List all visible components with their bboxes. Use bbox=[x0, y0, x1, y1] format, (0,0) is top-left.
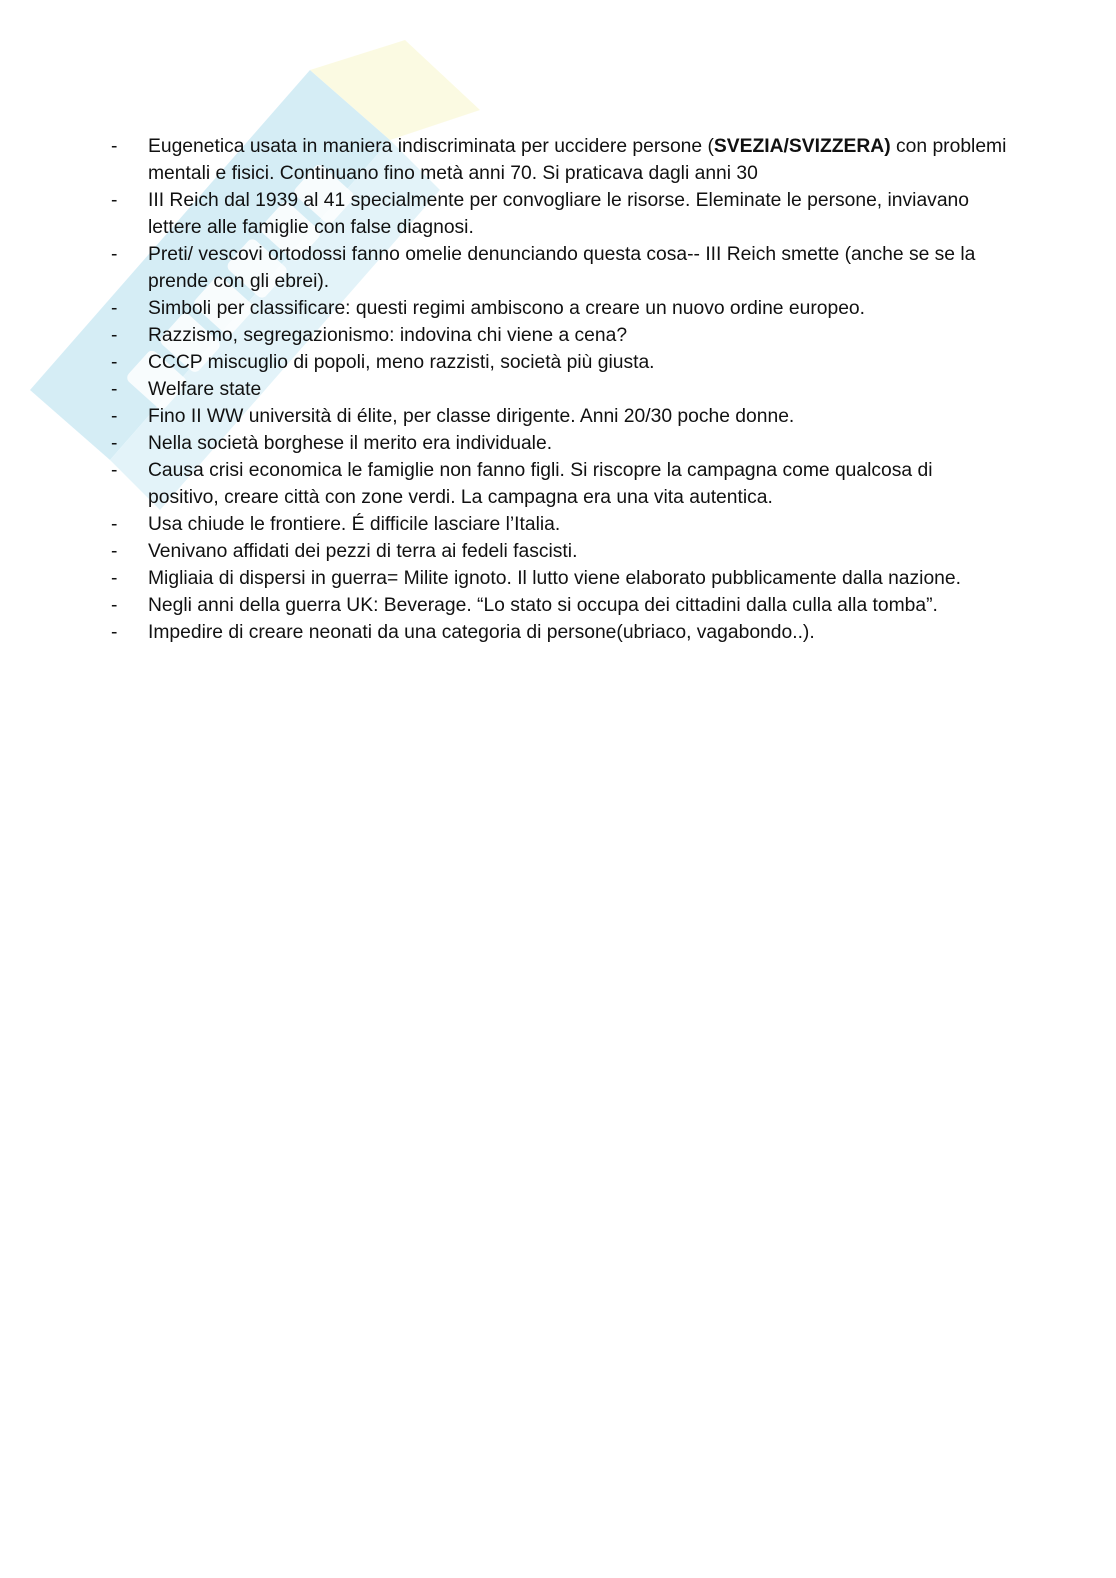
note-text: CCCP miscuglio di popoli, meno razzisti, società più giusta. bbox=[148, 352, 655, 373]
bullet-dash: - bbox=[111, 379, 118, 400]
note-text: Preti/ vescovi ortodossi fanno omelie denunciando questa cosa-- III Reich smette (anche se se la prende con gli ebrei). bbox=[148, 244, 976, 292]
note-text: Negli anni della guerra UK: Beverage. “Lo stato si occupa dei cittadini dalla culla alla tomba”. bbox=[148, 595, 938, 616]
bullet-dash: - bbox=[111, 460, 118, 481]
list-item bbox=[108, 457, 1008, 511]
bullet-dash: - bbox=[111, 136, 118, 157]
list-item bbox=[108, 322, 1008, 349]
note-text: Nella società borghese il merito era individuale. bbox=[148, 433, 553, 454]
notes-list bbox=[108, 133, 1008, 646]
bullet-dash: - bbox=[111, 514, 118, 535]
note-text-bold: SVEZIA/SVIZZERA) bbox=[713, 136, 891, 157]
note-text: Venivano affidati dei pezzi di terra ai fedeli fascisti. bbox=[148, 541, 578, 562]
list-item bbox=[108, 133, 1008, 187]
note-text: III Reich dal 1939 al 41 specialmente per convogliare le risorse. Eleminate le persone, inviavano lettere alle famiglie con false diagnosi. bbox=[148, 190, 969, 238]
list-item bbox=[108, 538, 1008, 565]
list-item bbox=[108, 619, 1008, 646]
list-item bbox=[108, 403, 1008, 430]
bullet-dash: - bbox=[111, 244, 118, 265]
list-item bbox=[108, 511, 1008, 538]
note-text: Impedire di creare neonati da una categoria di persone(ubriaco, vagabondo..). bbox=[148, 622, 815, 643]
list-item bbox=[108, 241, 1008, 295]
note-text-tail: con problemi mentali e fisici. Continuano fino metà anni 70. Si praticava dagli anni 30 bbox=[148, 136, 1007, 184]
note-text: Razzismo, segregazionismo: indovina chi viene a cena? bbox=[148, 325, 628, 346]
bullet-dash: - bbox=[111, 325, 118, 346]
list-item bbox=[108, 187, 1008, 241]
bullet-dash: - bbox=[111, 298, 118, 319]
note-text: Simboli per classificare: questi regimi ambiscono a creare un nuovo ordine europeo. bbox=[148, 298, 865, 319]
bullet-dash: - bbox=[111, 541, 118, 562]
list-item bbox=[108, 349, 1008, 376]
note-text: Fino II WW università di élite, per classe dirigente. Anni 20/30 poche donne. bbox=[148, 406, 795, 427]
note-text: Usa chiude le frontiere. É difficile lasciare l’Italia. bbox=[148, 514, 561, 535]
bullet-dash: - bbox=[111, 352, 118, 373]
note-text: Migliaia di dispersi in guerra= Milite ignoto. Il lutto viene elaborato pubblicamente dalla nazione. bbox=[148, 568, 961, 589]
bullet-dash: - bbox=[111, 622, 118, 643]
note-text: Causa crisi economica le famiglie non fanno figli. Si riscopre la campagna come qualcosa di positivo, creare città con zone verdi. La campagna era una vita autentica. bbox=[148, 460, 933, 508]
bullet-dash: - bbox=[111, 406, 118, 427]
bullet-dash: - bbox=[111, 568, 118, 589]
list-item bbox=[108, 376, 1008, 403]
bullet-dash: - bbox=[111, 595, 118, 616]
list-item bbox=[108, 565, 1008, 592]
list-item bbox=[108, 295, 1008, 322]
note-text: Eugenetica usata in maniera indiscriminata per uccidere persone ( bbox=[148, 136, 714, 157]
bullet-dash: - bbox=[111, 190, 118, 211]
note-text: Welfare state bbox=[148, 379, 262, 400]
bullet-dash: - bbox=[111, 433, 118, 454]
list-item bbox=[108, 430, 1008, 457]
list-item bbox=[108, 592, 1008, 619]
